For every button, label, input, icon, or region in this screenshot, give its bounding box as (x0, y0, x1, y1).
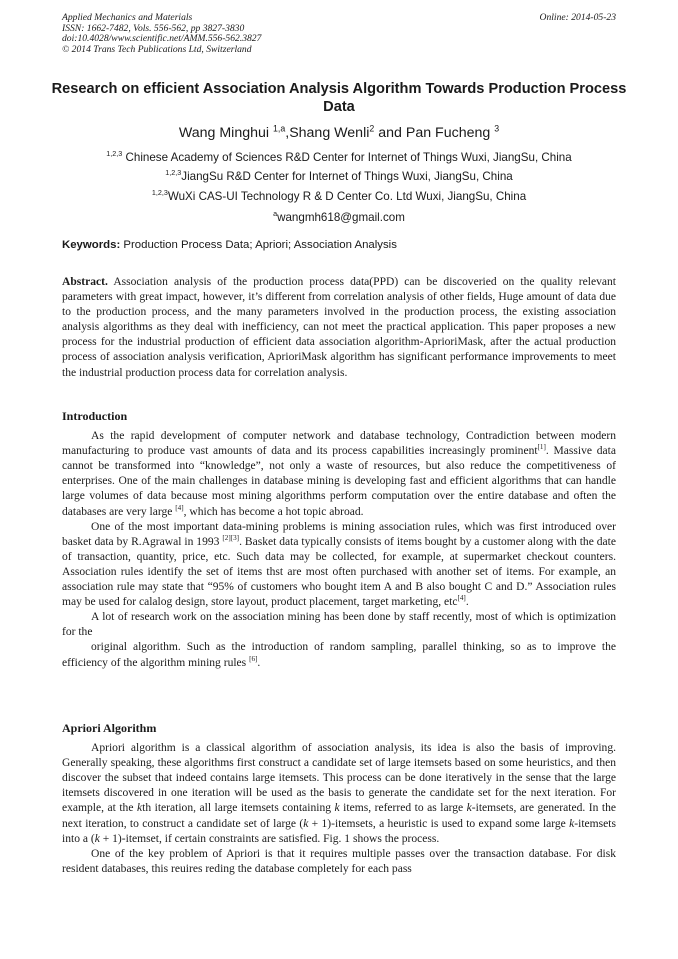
affiliation-sup: 1,2,3 (165, 168, 182, 178)
author-line (0, 125, 678, 141)
affiliation-sup: a (273, 209, 278, 219)
running-header (62, 13, 616, 56)
text-run: , which has become a hot topic abroad. (183, 505, 364, 518)
affiliation (0, 151, 678, 165)
author-email (0, 211, 678, 225)
abstract-paragraph (62, 275, 616, 381)
text-run: One of the most important data-mining problems is mining association rules, which was first introduced over basket data by R.Agrawal in 1993 (62, 520, 616, 548)
online-date: Online: 2014-05-23 (539, 12, 616, 23)
math-var: k (94, 832, 100, 845)
paragraph (62, 640, 616, 670)
section-heading: Apriori Algorithm (62, 721, 157, 735)
citation: [1] (537, 443, 546, 452)
citation: [6] (249, 654, 258, 663)
text-run: . (465, 596, 469, 609)
math-var: k (569, 817, 575, 830)
copyright-line: © 2014 Trans Tech Publications Ltd, Switzerland (62, 44, 252, 56)
text-run: Apriori algorithm is a classical algorithm of association analysis, its idea is also the basis of improving. Generally speaking, these algorithms first construct a candidate set of large itemsets based on some heuristics, and then discover the subset that indeed contains large itemsets. This process can be done iteratively in the sense that the large itemsets discovered in one iteration will be used as the basis to generate the candidate set for the next iteration. For example, at the (62, 742, 616, 815)
text-run: . (257, 656, 261, 669)
affiliation (0, 170, 678, 184)
text-run: -itemsets into a ( (62, 817, 616, 845)
keywords (62, 239, 616, 251)
paragraph: One of the key problem of Apriori is that it requires multiple passes over the transaction database. For disk resident databases, this reuires reding the database completely for each pass (62, 847, 616, 875)
math-var: k (303, 817, 309, 830)
text-run: . Massive data cannot be transformed into “knowledge”, not only a waste of resources, but also reduce the competitiveness of enterprises. One of the main challenges in database mining is developing fast and efficient algorithms that can handle large volumes of data because most mining algorithms perform computation over the entire database and often the databases are very large (62, 445, 616, 518)
abstract (62, 275, 616, 381)
affiliation (0, 190, 678, 204)
author-name: and Pan Fucheng (374, 125, 495, 141)
paragraph (62, 520, 616, 611)
author-sup: 1,a (273, 123, 286, 134)
keywords-text: Production Process Data; Apriori; Association Analysis (120, 239, 397, 251)
text-run: original algorithm. Such as the introduction of random sampling, parallel thinking, so as to improve the efficiency of the algorithm mining rules (62, 641, 616, 669)
introduction-section (62, 409, 616, 671)
section-heading: Introduction (62, 409, 128, 423)
journal-name: Applied Mechanics and Materials (62, 12, 193, 23)
text-run: -itemsets, are generated. In the next iteration, to construct a candidate set of large ( (62, 802, 616, 830)
citation: [4] (457, 594, 466, 603)
affiliation-text: WuXi CAS-UI Technology R & D Center Co. Ltd Wuxi, JiangSu, China (167, 190, 527, 203)
affiliation-text: wangmh618@gmail.com (277, 211, 405, 224)
text-run: items, referred to as large (339, 802, 467, 815)
doi-line: doi:10.4028/www.scientific.net/AMM.556-562.3827 (62, 33, 262, 45)
abstract-text: Association analysis of the production process data(PPD) can be discoveried on the quality relevant parameters with great impact, however, it’s different from correlation analysis of other fields, Huge amount of data due to the production process, and the many parameters involved in the production process, the existing association analysis algorithms as they deal with inefficiency, can not meet the practical application. This paper proposes a new process for the industrial production of efficient data association algorithm-AprioriMask, after the actual production process of association analysis verification, AprioriMask algorithm has significant performance improvements to meet the industrial production process data for correlation analysis. (62, 276, 616, 379)
paragraph (62, 741, 616, 847)
affiliation-text: JiangSu R&D Center for Internet of Things Wuxi, JiangSu, China (181, 170, 513, 183)
text-run: As the rapid development of computer network and database technology, Contradiction between modern manufacturing to produce vast amounts of data and its process capabilities increasingly prominent (62, 430, 616, 458)
abstract-label: Abstract. (62, 276, 108, 288)
math-var: k (466, 802, 472, 815)
text-run: + 1)-itemsets, a heuristic is used to expand some large (308, 817, 570, 830)
math-var: k (136, 802, 143, 815)
affiliation-sup: 1,2,3 (106, 149, 123, 159)
author-name: Wang Minghui (178, 125, 270, 141)
math-var: k (334, 802, 340, 815)
paragraph: A lot of research work on the association mining has been done by staff recently, most of which is optimization for the (62, 611, 616, 639)
text-run: . Basket data typically consists of items bought by a customer along with the date of transaction, quantity, price, etc. Such data may be collected, for example, at supermarket checkout counters. Association rules identify the set of items thst are most often purchased with another set of items. For example, an association rule may state that “95% of customers who bought item A and B also bought C and D.” Association rules may be used for calalog design, store layout, product placement, target marketing, etc (62, 535, 616, 609)
citation: [4] (175, 503, 184, 512)
paragraph (62, 429, 616, 520)
text-run: + 1)-itemset, if certain constraints are satisfied. Fig. 1 shows the process. (99, 832, 440, 845)
citation: [2][3] (222, 533, 240, 542)
text-run: th iteration, all large itemsets containing (142, 802, 335, 815)
paper-title: Research on efficient Association Analysis Algorithm Towards Production Process Data (51, 81, 627, 115)
author-sup: 3 (494, 123, 500, 134)
apriori-section (62, 721, 616, 877)
affiliation-sup: 1,2,3 (151, 188, 168, 198)
keywords-label: Keywords: (62, 239, 121, 251)
issn-line: ISSN: 1662-7482, Vols. 556-562, pp 3827-3830 (62, 22, 245, 34)
affiliation-text: Chinese Academy of Sciences R&D Center for Internet of Things Wuxi, JiangSu, China (122, 151, 572, 164)
author-sup: 2 (369, 123, 375, 134)
author-name: ,Shang Wenli (285, 125, 370, 141)
